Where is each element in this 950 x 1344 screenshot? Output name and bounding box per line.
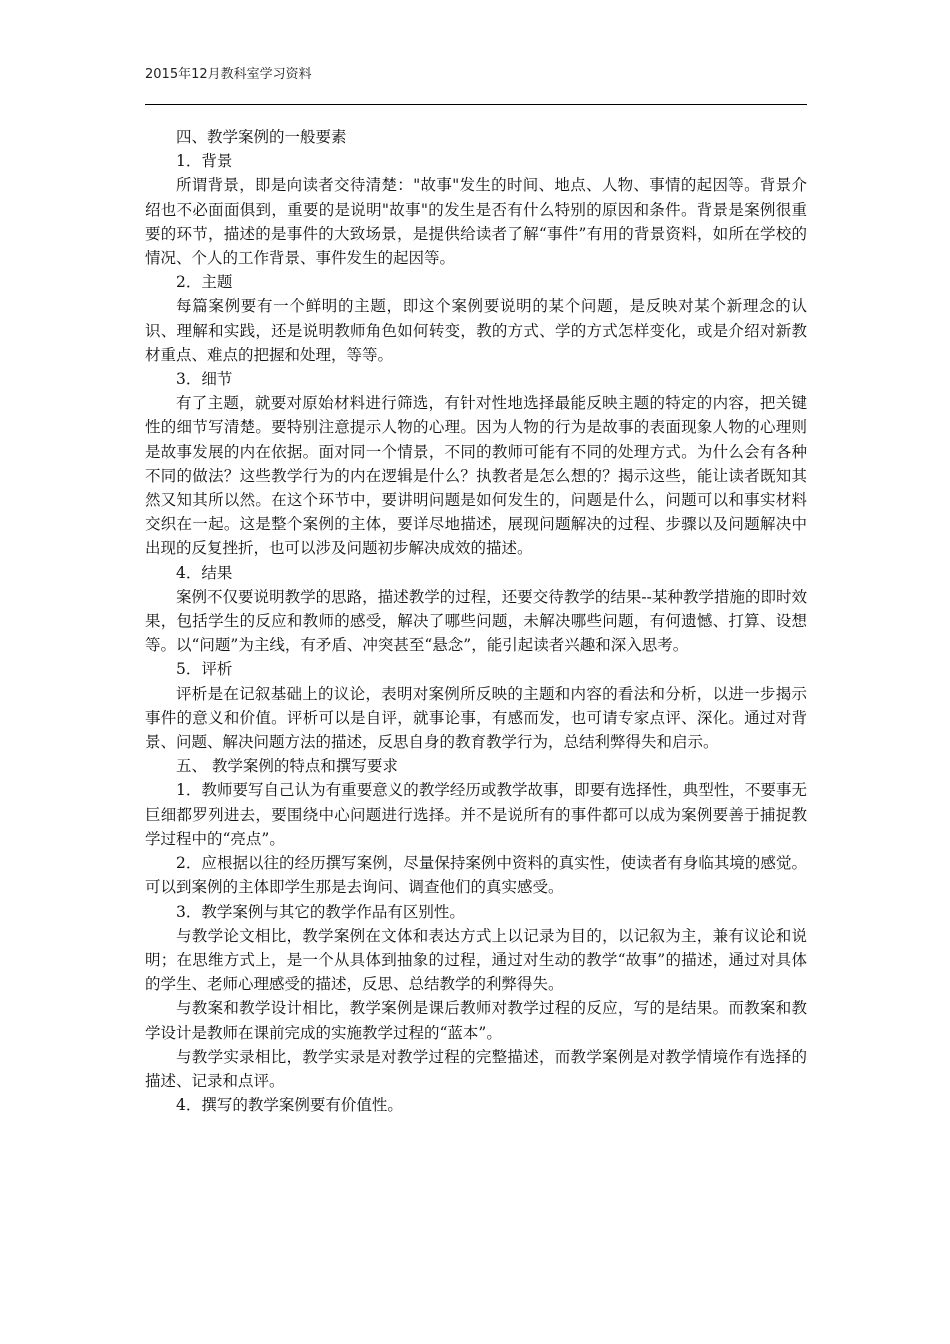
paragraph-analysis: 评析是在记叙基础上的议论，表明对案例所反映的主题和内容的看法和分析，以进一步揭示事件的意义和价值。评析可以是自评，就事论事，有感而发，也可请专家点评、深化。通过对背景、问题、解决问题方法的描述，反思自身的教育教学行为，总结利弊得失和启示。 — [145, 684, 807, 752]
subheading-theme: 2．主题 — [176, 273, 233, 292]
subheading-details: 3．细节 — [176, 370, 233, 389]
header-divider — [145, 104, 807, 105]
page-header: 2015年12月教科室学习资料 — [145, 67, 312, 82]
paragraph-theme: 每篇案例要有一个鲜明的主题，即这个案例要说明的某个问题，是反映对某个新理念的认识、理解和实践，还是说明教师角色如何转变，教的方式、学的方式怎样变化，或是介绍对新教材重点、难点的把握和处理，等等。 — [145, 297, 807, 364]
paragraph-background: 所谓背景，即是向读者交待清楚："故事"发生的时间、地点、人物、事情的起因等。背景介绍也不必面面俱到，重要的是说明"故事"的发生是否有什么特别的原因和条件。背景是案例很重要的环节，描述的是事件的大致场景，是提供给读者了解“事件”有用的背景资料，如所在学校的情况、个人的工作背景、事件发生的起因等。 — [145, 176, 807, 268]
paragraph-details: 有了主题，就要对原始材料进行筛选，有针对性地选择最能反映主题的特定的内容，把关键性的细节写清楚。要特别注意提示人物的心理。因为人物的行为是故事的表面现象人物的心理则是故事发展的内在依据。面对同一个情景，不同的教师可能有不同的处理方式。为什么会有各种不同的做法？这些教学行为的内在逻辑是什么？执教者是怎么想的？揭示这些，能让读者既知其然又知其所以然。在这个环节中，要讲明问题是如何发生的，问题是什么，问题可以和事实材料交织在一起。这是整个案例的主体，要详尽地描述，展现问题解决的过程、步骤以及问题解决中出现的反复挫折，也可以涉及问题初步解决成效的描述。 — [145, 394, 807, 558]
subheading-background: 1．背景 — [176, 152, 233, 171]
paragraph-result: 案例不仅要说明教学的思路，描述教学的过程，还要交待教学的结果--某种教学措施的即时效果，包括学生的反应和教师的感受，解决了哪些问题，未解决哪些问题，有何遗憾、打算、设想等。以“问题”为主线，有矛盾、冲突甚至“悬念”，能引起读者兴趣和深入思考。 — [145, 587, 807, 655]
paragraph-requirement-4: 4．撰写的教学案例要有价值性。 — [176, 1096, 403, 1115]
subheading-analysis: 5．评析 — [176, 660, 233, 679]
paragraph-compare-lesson-plan: 与教案和教学设计相比，教学案例是课后教师对教学过程的反应，写的是结果。而教案和教学设计是教师在课前完成的实施教学过程的“蓝本”。 — [145, 999, 807, 1042]
document-body — [145, 125, 807, 1117]
paragraph-compare-paper: 与教学论文相比，教学案例在文体和表达方式上以记录为目的，以记叙为主，兼有议论和说明；在思维方式上，是一个从具体到抽象的过程，通过对生动的教学“故事”的描述，通过对具体的学生、老师心理感受的描述，反思、总结教学的利弊得失。 — [145, 926, 807, 994]
section-heading-5: 五、 教学案例的特点和撰写要求 — [176, 757, 398, 776]
section-heading-4: 四、教学案例的一般要素 — [176, 128, 347, 146]
paragraph-requirement-2: 2．应根据以往的经历撰写案例，尽量保持案例中资料的真实性，使读者有身临其境的感觉。可以到案例的主体即学生那是去询问、调查他们的真实感受。 — [145, 854, 807, 897]
paragraph-compare-record: 与教学实录相比，教学实录是对教学过程的完整描述，而教学案例是对教学情境作有选择的描述、记录和点评。 — [145, 1047, 807, 1090]
paragraph-requirement-1: 1．教师要写自己认为有重要意义的教学经历或教学故事，即要有选择性，典型性，不要事无巨细都罗列进去，要围绕中心问题进行选择。并不是说所有的事件都可以成为案例要善于捕捉教学过程中的“亮点”。 — [145, 781, 807, 848]
subheading-result: 4．结果 — [176, 563, 233, 582]
paragraph-requirement-3: 3．教学案例与其它的教学作品有区别性。 — [176, 902, 465, 921]
